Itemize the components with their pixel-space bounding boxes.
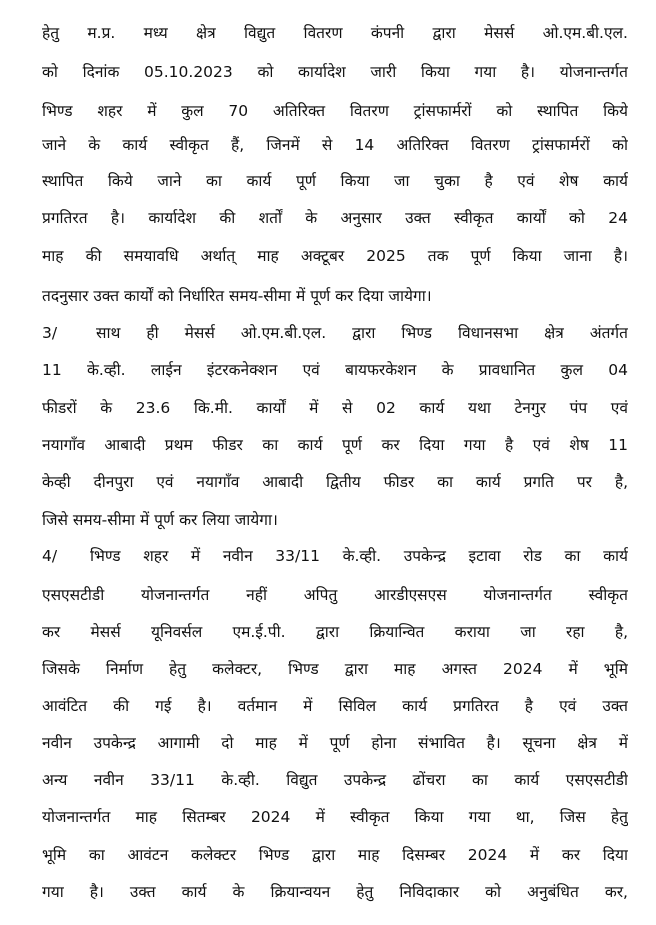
text-line: नवीन उपकेन्द्र आगामी दो माह में पूर्ण होना संभावित है। सूचना क्षेत्र में (42, 734, 628, 752)
text-line: आवंटित की गई है। वर्तमान में सिविल कार्य प्रगतिरत है एवं उक्त (42, 697, 628, 715)
text-line: फीडरों के 23.6 कि.मी. कार्यों में से 02 कार्य यथा टेनगुर पंप एवं (42, 399, 628, 417)
paragraph-3-first-line: 3/ साथ ही मेसर्स ओ.एम.बी.एल. द्वारा भिण्ड विधानसभा क्षेत्र अंतर्गत (42, 318, 628, 348)
text-line: माह की समयावधि अर्थात् माह अक्टूबर 2025 तक पूर्ण किया जाना है। (42, 247, 628, 265)
paragraph-number: 3/ (42, 324, 58, 342)
text-line: भिण्ड शहर में कुल 70 अतिरिक्त वितरण ट्रांसफार्मरों को स्थापित किये (42, 102, 628, 120)
text-line: को दिनांक 05.10.2023 को कार्यादेश जारी किया गया है। योजनान्तर्गत (42, 63, 628, 81)
paragraph-number: 4/ (42, 547, 58, 565)
text-line: 11 के.व्ही. लाईन इंटरकनेक्शन एवं बायफरकेशन के प्रावधानित कुल 04 (42, 361, 628, 379)
text-line: प्रगतिरत है। कार्यादेश की शर्तों के अनुसार उक्त स्वीकृत कार्यों को 24 (42, 209, 628, 227)
text-line: तदनुसार उक्त कार्यों को निर्धारित समय-सीमा में पूर्ण कर दिया जायेगा। (42, 287, 432, 305)
paragraph-4-first-line: 4/ भिण्ड शहर में नवीन 33/11 के.व्ही. उपकेन्द्र इटावा रोड का कार्य (42, 541, 628, 571)
text-line: जिसके निर्माण हेतु कलेक्टर, भिण्ड द्वारा माह अगस्त 2024 में भूमि (42, 660, 628, 678)
text-line: जाने के कार्य स्वीकृत हैं, जिनमें से 14 अतिरिक्त वितरण ट्रांसफार्मरों को (42, 136, 628, 154)
text-line: स्थापित किये जाने का कार्य पूर्ण किया जा चुका है एवं शेष कार्य (42, 172, 628, 190)
text-line: हेतु म.प्र. मध्य क्षेत्र विद्युत वितरण कंपनी द्वारा मेसर्स ओ.एम.बी.एल. (42, 24, 628, 42)
text-line: भूमि का आवंटन कलेक्टर भिण्ड द्वारा माह दिसम्बर 2024 में कर दिया (42, 846, 628, 864)
text-line: नयागाँव आबादी प्रथम फीडर का कार्य पूर्ण कर दिया गया है एवं शेष 11 (42, 436, 628, 454)
text-line: एसएसटीडी योजनान्तर्गत नहीं अपितु आरडीएसएस योजनान्तर्गत स्वीकृत (42, 586, 628, 604)
text-line: गया है। उक्त कार्य के क्रियान्वयन हेतु निविदाकार को अनुबंधित कर, (42, 883, 628, 901)
text-line: योजनान्तर्गत माह सितम्बर 2024 में स्वीकृत किया गया था, जिस हेतु (42, 808, 628, 826)
text-line: जिसे समय-सीमा में पूर्ण कर लिया जायेगा। (42, 511, 278, 529)
text-line: अन्य नवीन 33/11 के.व्ही. विद्युत उपकेन्द्र ढोंचरा का कार्य एसएसटीडी (42, 771, 628, 789)
text-line: कर मेसर्स यूनिवर्सल एम.ई.पी. द्वारा क्रियान्वित कराया जा रहा है, (42, 623, 628, 641)
text-line: केव्ही दीनपुरा एवं नयागाँव आबादी द्वितीय फीडर का कार्य प्रगति पर है, (42, 473, 628, 491)
